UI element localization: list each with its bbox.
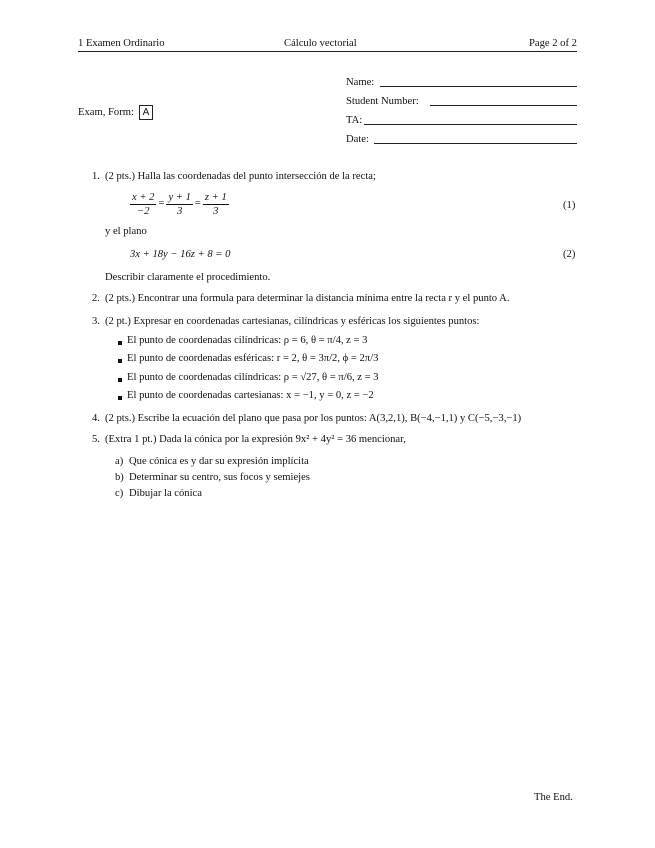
eq2-tag: (2): [563, 249, 576, 260]
header-rule: [78, 51, 577, 52]
header-right: Page 2 of 2: [529, 38, 577, 49]
q5-item-b-text: Determinar su centro, sus focos y semiejes: [129, 472, 310, 483]
the-end: The End.: [534, 792, 573, 803]
date-line[interactable]: [374, 143, 577, 144]
header-center: Cálculo vectorial: [284, 38, 357, 49]
ta-label: TA:: [346, 115, 363, 126]
bullet: [118, 341, 122, 345]
q3-item-2: El punto de coordenadas esféricas: r = 2, θ = 3π/2, ϕ = 2π/3: [127, 353, 379, 364]
q3-item-3: El punto de coordenadas cilíndricas: ρ = √27, θ = π/6, z = 3: [127, 372, 379, 383]
q1-plane-equation: 3x + 18y − 16z + 8 = 0: [130, 249, 231, 260]
frac-3-den: 3: [213, 206, 219, 217]
frac-2-den: 3: [177, 206, 183, 217]
exam-form-label: Exam, Form:: [78, 107, 134, 118]
eq1-tag: (1): [563, 200, 576, 211]
frac-1-den: −2: [137, 206, 150, 217]
bullet: [118, 396, 122, 400]
name-line[interactable]: [380, 86, 577, 87]
frac-2-num: y + 1: [168, 192, 191, 203]
q5-text: (Extra 1 pt.) Dada la cónica por la expresión 9x² + 4y² = 36 mencionar,: [105, 434, 406, 445]
q4-number: 4.: [92, 413, 100, 424]
q2-number: 2.: [92, 293, 100, 304]
q1-number: 1.: [92, 171, 100, 182]
student-number-line[interactable]: [430, 105, 577, 106]
header-left: 1 Examen Ordinario: [78, 38, 165, 49]
frac-1: [130, 191, 156, 218]
frac-3-num: z + 1: [204, 192, 227, 203]
bullet: [118, 359, 122, 363]
name-label: Name:: [346, 77, 375, 88]
q1-describe: Describir claramente el procedimiento.: [105, 272, 271, 283]
q4-text: (2 pts.) Escribe la ecuación del plano que pasa por los puntos: A(3,2,1), B(−4,−1,1) y C(−5,−3,−1): [105, 413, 522, 424]
q3-number: 3.: [92, 316, 100, 327]
student-number-label: Student Number:: [346, 96, 419, 107]
q1-line-equation: $\frac{x + 2}{-2}$ = $\frac{y + 1}{3}$ = $\frac{z + 1}{3}$: [132, 192, 227, 217]
date-label: Date:: [346, 134, 369, 145]
frac-2: [166, 191, 192, 218]
frac-1-num: x + 2: [132, 192, 155, 203]
q1-and-plane: y el plano: [105, 226, 147, 237]
q5-item-b-label: b): [115, 472, 124, 483]
q3-item-4: El punto de coordenadas cartesianas: x = −1, y = 0, z = −2: [127, 390, 374, 401]
q5-item-a-text: Que cónica es y dar su expresión implícita: [129, 456, 309, 467]
exam-form-value: A: [139, 105, 154, 120]
q3-text: (2 pt.) Expresar en coordenadas cartesianas, cilíndricas y esféricas los siguientes puntos:: [105, 316, 480, 327]
q5-item-c-label: c): [115, 488, 124, 499]
q2-text: (2 pts.) Encontrar una formula para determinar la distancia mínima entre la recta r y el punto A.: [105, 293, 510, 304]
q5-number: 5.: [92, 434, 100, 445]
q5-item-c-text: Dibujar la cónica: [129, 488, 202, 499]
ta-line[interactable]: [364, 124, 577, 125]
exam-form: [78, 105, 153, 120]
q3-item-1: El punto de coordenadas cilíndricas: ρ = 6, θ = π/4, z = 3: [127, 335, 368, 346]
q5-item-a-label: a): [115, 456, 124, 467]
frac-3: [203, 191, 229, 218]
bullet: [118, 378, 122, 382]
q1-text: (2 pts.) Halla las coordenadas del punto intersección de la recta;: [105, 171, 376, 182]
